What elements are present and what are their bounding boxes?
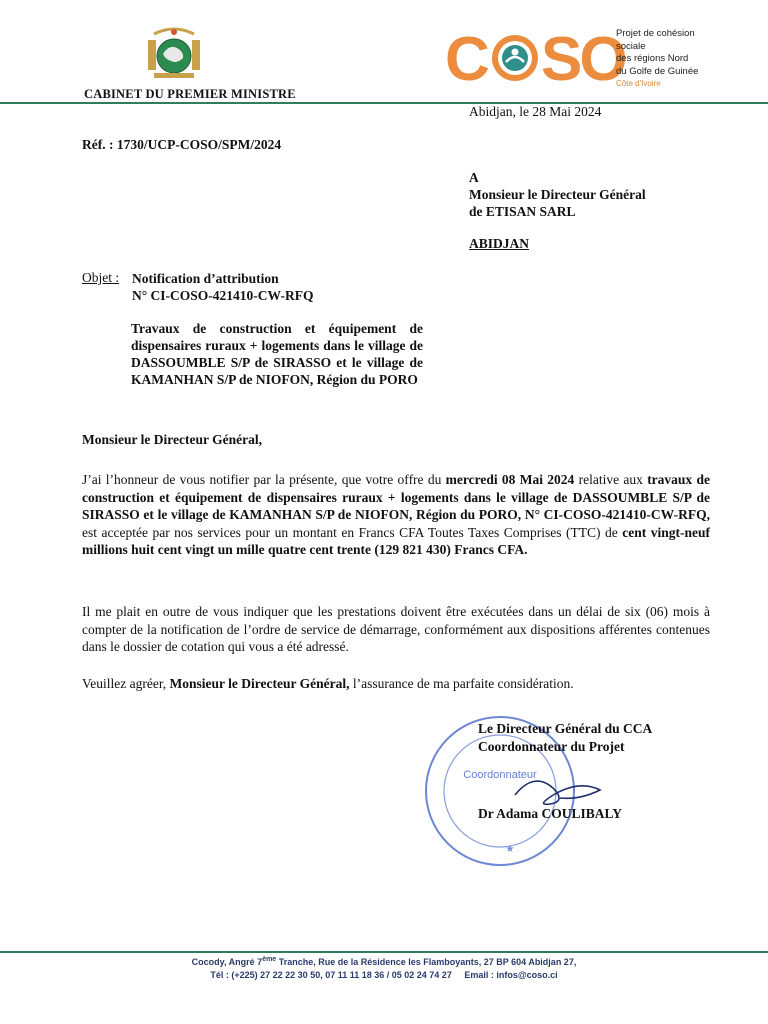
logo-subtitle-line: des régions Nord [616, 53, 689, 64]
footer-phone-email: Tél : (+225) 27 22 22 30 50, 07 11 11 18 36 / 05 02 24 74 27 Email : infos@coso.ci [210, 970, 558, 980]
signatory-title: Le Directeur Général du CCA [478, 721, 653, 736]
text-run: relative aux [574, 472, 648, 487]
offer-date: mercredi 08 Mai 2024 [445, 472, 575, 487]
addressee-company: de ETISAN SARL [469, 204, 576, 219]
text-run: Veuillez agréer, [82, 676, 170, 691]
text-run: Cocody, Angré 7 [191, 957, 263, 967]
svg-text:SO: SO [541, 25, 625, 94]
letter-date: Abidjan, le 28 Mai 2024 [469, 104, 602, 119]
logo-subtitle [616, 28, 726, 91]
objet-heading [132, 270, 314, 304]
addressee-block [469, 169, 646, 220]
reference-number: Réf. : 1730/UCP-COSO/SPM/2024 [82, 137, 282, 152]
closing-paragraph [82, 675, 710, 693]
salutation: Monsieur le Directeur Général, [82, 432, 262, 447]
objet-title: Notification d’attribution [132, 271, 279, 286]
contract-amount: cent vingt-neuf millions huit cent vingt un mille quatre cent trente (129 821 430) Francs CFA. [82, 524, 710, 557]
cabinet-title: CABINET DU PREMIER MINISTRE [84, 87, 296, 101]
svg-text:★: ★ [505, 844, 515, 855]
objet-description: Travaux de construction et équipement de dispensaires ruraux + logements dans le village de DASSOUMBLE S/P de SIRASSO et le village de KAMANHAN S/P de NIOFON, Région du PORO [131, 321, 423, 387]
objet-number: N° CI-COSO-421410-CW-RFQ [132, 288, 314, 303]
addressee-line: Monsieur le Directeur Général [469, 187, 646, 202]
text-run: Tranche, Rue de la Résidence les Flamboyants, 27 BP 604 Abidjan 27, [276, 957, 577, 967]
text-run: l’assurance de ma parfaite considération. [349, 676, 574, 691]
signatory-name: Dr Adama COULIBALY [478, 806, 623, 821]
logo-subtitle-line: du Golfe de Guinée [616, 65, 699, 77]
logo-subtitle-line: Projet de cohésion sociale [616, 28, 695, 52]
works-description: travaux de construction et équipement de dispensaires ruraux + logements dans le village de DASSOUMBLE S/P de SIRASSO et le village de KAMANHAN S/P de NIOFON, Région du PORO, N° CI-COSO-421410-CW-RFQ, [82, 472, 710, 522]
logo-country: Côte d'Ivoire [616, 79, 661, 88]
signatory-titles [478, 720, 652, 756]
addressee-city: ABIDJAN [469, 236, 530, 251]
coat-of-arms-emblem [132, 26, 216, 82]
stamp-text: Coordonnateur [463, 769, 537, 781]
header-rule [0, 102, 768, 104]
closing-addressee: Monsieur le Directeur Général, [169, 676, 350, 691]
text-run: J’ai l’honneur de vous notifier par la présente, que votre offre du [82, 472, 446, 487]
superscript: ème [262, 956, 277, 963]
text-run: est acceptée par nos services pour un montant en Francs CFA Toutes Taxes Comprises (TTC) de [82, 524, 623, 540]
svg-text:C: C [445, 25, 487, 94]
addressee-prefix: A [469, 170, 479, 185]
body-paragraph-offer [82, 471, 710, 559]
footer-address [0, 953, 768, 969]
footer-contact [0, 953, 768, 982]
objet-label: Objet : [82, 270, 120, 285]
body-paragraph-delay: Il me plait en outre de vous indiquer que les prestations doivent être exécutées dans un délai de six (06) mois à compter de la notification de l’ordre de service de démarrage, conformément aux dispositions afférentes contenues dans le dossier de cotation qui vous a été adressé. [82, 604, 710, 654]
signatory-role: Coordonnateur du Projet [478, 739, 625, 754]
coso-logo [445, 25, 625, 94]
